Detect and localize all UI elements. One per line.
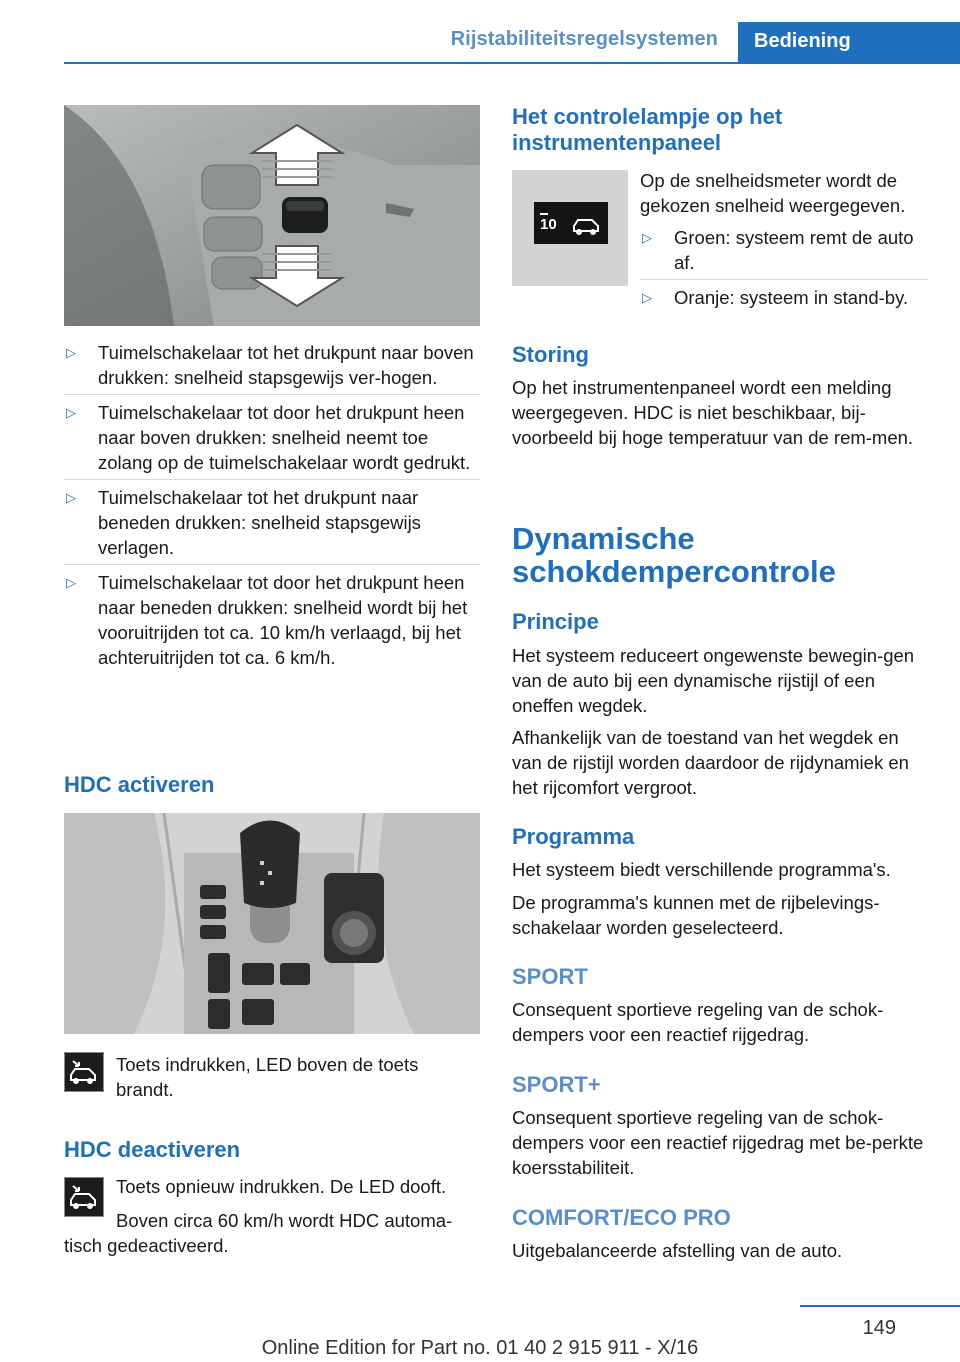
page-number: 149 bbox=[862, 1317, 896, 1339]
list-item: ▷ Groen: systeem remt de auto af. bbox=[640, 225, 928, 275]
bullet-triangle-icon: ▷ bbox=[66, 575, 76, 590]
steering-wheel-switch-image bbox=[64, 105, 480, 326]
indicator-lamp-heading: Het controlelampje op het instrumentenpaneel bbox=[512, 104, 783, 155]
programma-text-1: Het systeem biedt verschillende programma's. bbox=[512, 859, 891, 880]
sport-heading: SPORT bbox=[512, 964, 588, 989]
list-item: ▷ Oranje: systeem in stand-by. bbox=[642, 287, 909, 308]
programma-text-2: De programma's kunnen met de rijbelevings‐schakelaar worden geselecteerd. bbox=[512, 892, 880, 938]
hdc-auto-deactivate-text: Boven circa 60 km/h wordt HDC automa‐tisch gedeactiveerd. bbox=[64, 1210, 453, 1256]
center-console-image bbox=[64, 813, 480, 1034]
section-title: Dynamische schokdempercontrole bbox=[512, 521, 836, 589]
lamp-status-list bbox=[640, 225, 928, 318]
indicator-lamp-display bbox=[534, 202, 608, 244]
list-divider bbox=[64, 564, 480, 565]
list-divider bbox=[64, 479, 480, 480]
sportplus-text: Consequent sportieve regeling van de schok‐dempers voor een reactief rijgedrag met be‐perkte koersstabiliteit. bbox=[512, 1107, 924, 1178]
principe-text-2: Afhankelijk van de toestand van het wegdek en van de rijstijl worden daardoor de rijdynamiek en het rijcomfort vergroot. bbox=[512, 727, 909, 798]
list-divider bbox=[64, 394, 480, 395]
sportplus-heading: SPORT+ bbox=[512, 1072, 601, 1097]
hdc-button-icon bbox=[64, 1052, 104, 1092]
principe-text-1: Het systeem reduceert ongewenste bewegin‐gen van de auto bij een dynamische rijstijl of een oneffen wegdek. bbox=[512, 645, 915, 716]
sport-text: Consequent sportieve regeling van de schok‐dempers voor een reactief rijgedrag. bbox=[512, 999, 884, 1045]
footer-rule bbox=[800, 1305, 960, 1307]
lamp-speed-value: 10 bbox=[540, 216, 557, 233]
running-header-tab: Bediening bbox=[738, 22, 960, 63]
hdc-deactivate-text: Toets opnieuw indrukken. De LED dooft. bbox=[116, 1176, 447, 1197]
comfort-text: Uitgebalanceerde afstelling van de auto. bbox=[512, 1240, 843, 1261]
hdc-deactivate-heading: HDC deactiveren bbox=[64, 1137, 241, 1162]
programma-heading: Programma bbox=[512, 824, 635, 849]
hdc-activate-text: Toets indrukken, LED boven de toets brandt. bbox=[116, 1054, 419, 1100]
header-rule bbox=[64, 62, 960, 64]
edition-footer: Online Edition for Part no. 01 40 2 915 911 - X/16 bbox=[261, 1337, 699, 1359]
list-item: ▷ Tuimelschakelaar tot het drukpunt naar boven drukken: snelheid stapsgewijs ver‐hogen. bbox=[64, 340, 480, 390]
storing-heading: Storing bbox=[512, 342, 589, 367]
comfort-heading: COMFORT/ECO PRO bbox=[512, 1205, 731, 1230]
switch-instructions-list bbox=[64, 340, 480, 678]
bullet-triangle-icon: ▷ bbox=[66, 405, 76, 420]
hdc-activate-heading: HDC activeren bbox=[64, 772, 215, 797]
bullet-triangle-icon: ▷ bbox=[642, 230, 652, 245]
principe-heading: Principe bbox=[512, 609, 599, 634]
bullet-triangle-icon: ▷ bbox=[66, 490, 76, 505]
list-item: ▷ Tuimelschakelaar tot door het drukpunt heen naar beneden drukken: snelheid wordt bij het vooruitrijden tot ca. 10 km/h verlaagd, bij het achteruitrijden tot ca. 6 km/h. bbox=[66, 572, 468, 668]
bullet-triangle-icon: ▷ bbox=[642, 290, 652, 305]
list-item: ▷ Tuimelschakelaar tot door het drukpunt heen naar boven drukken: snelheid neemt toe zolang op de tuimelschakelaar wordt gedrukt. bbox=[64, 400, 480, 475]
running-header-section: Rijstabiliteitsregelsystemen bbox=[450, 28, 718, 50]
list-divider bbox=[640, 279, 928, 280]
storing-text: Op het instrumentenpaneel wordt een melding weergegeven. HDC is niet beschikbaar, bij‐voorbeeld bij hoge temperatuur van de rem‐men. bbox=[512, 377, 914, 448]
lamp-description: Op de snelheidsmeter wordt de gekozen snelheid weergegeven. bbox=[640, 170, 906, 216]
indicator-lamp-image bbox=[512, 170, 628, 286]
list-item: ▷ Tuimelschakelaar tot het drukpunt naar beneden drukken: snelheid stapsgewijs verlagen. bbox=[64, 485, 480, 560]
bullet-triangle-icon: ▷ bbox=[66, 345, 76, 360]
